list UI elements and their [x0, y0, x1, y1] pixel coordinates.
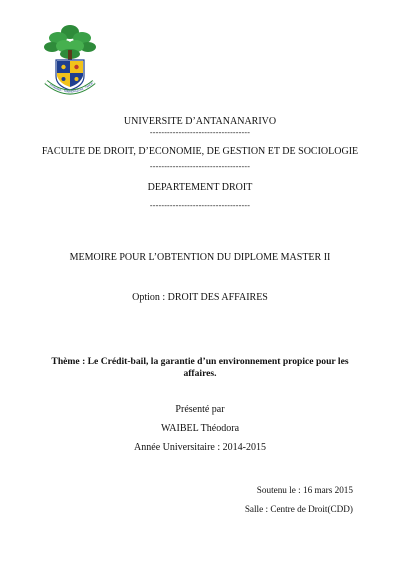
- memoire-theme: Thème : Le Crédit-bail, la garantie d’un environnement propice pour les affaires.: [51, 356, 349, 379]
- faculty-name: FACULTE DE DROIT, D’ECONOMIE, DE GESTION ET DE SOCIOLOGIE: [41, 146, 359, 157]
- academic-year: Année Universitaire : 2014-2015: [134, 442, 266, 453]
- separator-1: -----------------------------------: [149, 128, 251, 137]
- separator-2: -----------------------------------: [149, 162, 251, 171]
- separator-3: -----------------------------------: [149, 201, 251, 210]
- seal-motto: FITIAVANA · TANINDRAZANA · FANDR: [48, 81, 94, 94]
- defense-date: Soutenu le : 16 mars 2015: [256, 485, 353, 495]
- shield-icon: [56, 60, 84, 90]
- university-name: UNIVERSITE D’ANTANANARIVO: [123, 116, 277, 127]
- department-name: DEPARTEMENT DROIT: [147, 182, 253, 193]
- university-seal-logo: [38, 20, 102, 100]
- presented-by-label: Présenté par: [175, 404, 225, 415]
- tree-icon: [44, 25, 96, 62]
- author-name: WAIBEL Théodora: [160, 423, 240, 434]
- defense-room: Salle : Centre de Droit(CDD): [244, 504, 353, 514]
- memoire-option: Option : DROIT DES AFFAIRES: [132, 292, 268, 303]
- memoire-purpose: MEMOIRE POUR L’OBTENTION DU DIPLOME MASTER II: [69, 252, 331, 263]
